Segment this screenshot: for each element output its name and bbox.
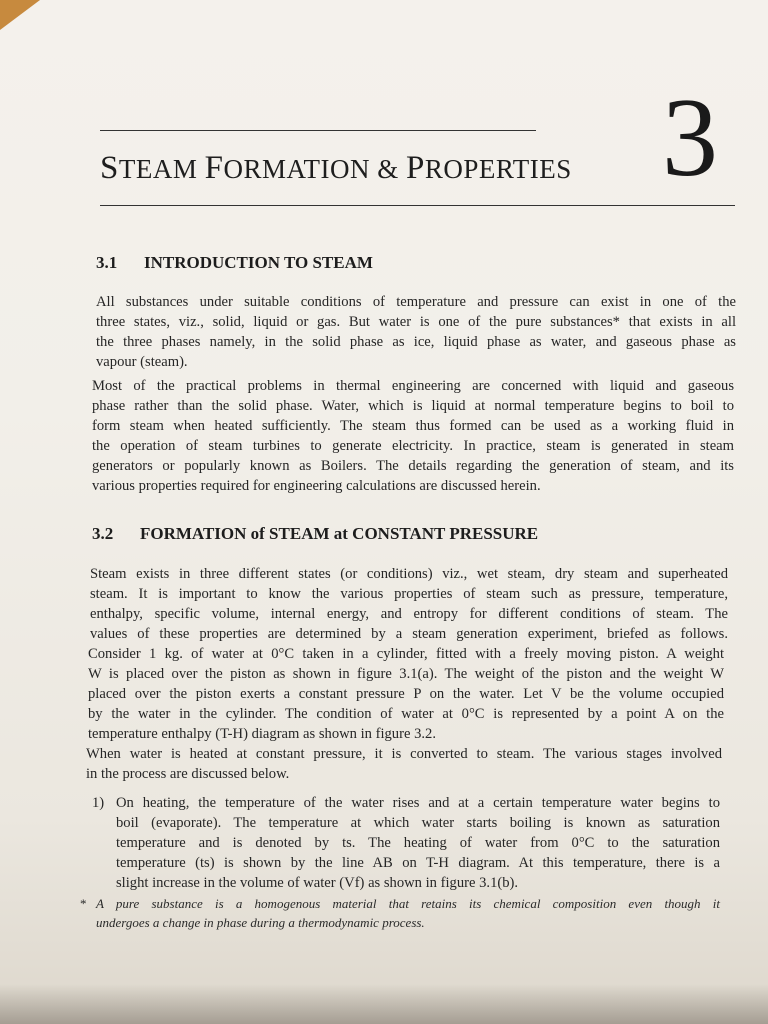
paragraph-formation-2 [88, 644, 724, 744]
text-line: temperature (ts) is shown by the line AB on T-H diagram. At this temperature, there is a [116, 855, 720, 871]
text-line: generators or popularly known as Boilers. The details regarding the generation of steam, and its [92, 458, 734, 474]
footnote-line: undergoes a change in phase during a thermodynamic process. [96, 915, 425, 930]
section-heading-3-2 [92, 524, 538, 544]
text-line: enthalpy, specific volume, internal energy, and entropy for different conditions of steam. The [90, 606, 728, 622]
text-line: When water is heated at constant pressure, it is converted to steam. The various stages involved [86, 746, 722, 762]
text-line: by the water in the cylinder. The condition of water at 0°C is represented by a point A on the [88, 706, 724, 722]
section-number: 3.1 [96, 253, 118, 272]
paragraph-formation-3 [86, 744, 722, 784]
text-line: Consider 1 kg. of water at 0°C taken in a cylinder, fitted with a freely moving piston. A weight [88, 646, 724, 662]
text-line: the three phases namely, in the solid phase as ice, liquid phase as water, and gaseous phase as [96, 334, 736, 350]
footnote-line: A pure substance is a homogenous material that retains its chemical composition even though it [96, 896, 720, 911]
text-line: Most of the practical problems in thermal engineering are concerned with liquid and gaseous [92, 378, 734, 394]
text-line: vapour (steam). [96, 354, 188, 370]
text-line: phase rather than the solid phase. Water, which is liquid at normal temperature begins to boil to [92, 398, 734, 414]
paragraph-intro-2 [92, 376, 734, 496]
text-line: temperature and is denoted by ts. The heating of water from 0°C to the saturation [116, 835, 720, 851]
chapter-top-rule [100, 130, 536, 131]
text-line: temperature enthalpy (T-H) diagram as shown in figure 3.2. [88, 726, 436, 742]
list-item [92, 793, 720, 893]
page-bottom-shadow [0, 984, 768, 1024]
footnote-marker: * [80, 896, 87, 911]
paragraph-formation-1 [90, 564, 728, 644]
text-line: On heating, the temperature of the water rises and at a certain temperature water begins to [116, 795, 720, 811]
chapter-title: STEAM FORMATION & PROPERTIES [100, 150, 572, 186]
text-line: in the process are discussed below. [86, 766, 290, 782]
text-line: All substances under suitable conditions of temperature and pressure can exist in one of the [96, 294, 736, 310]
footnote [80, 894, 720, 932]
text-line: three states, viz., solid, liquid or gas. But water is one of the pure substances* that exists in all [96, 314, 736, 330]
paragraph-intro-1 [96, 292, 736, 372]
text-line: form steam when heated sufficiently. The steam thus formed can be used as a working fluid in [92, 418, 734, 434]
section-heading-3-1 [96, 253, 373, 273]
list-marker: 1) [92, 795, 105, 811]
text-line: Steam exists in three different states (or conditions) viz., wet steam, dry steam and superheated [90, 566, 728, 582]
section-title: FORMATION of STEAM at CONSTANT PRESSURE [140, 524, 539, 543]
text-line: slight increase in the volume of water (Vf) as shown in figure 3.1(b). [116, 875, 519, 891]
text-line: steam. It is important to know the various properties of steam such as pressure, temperature, [90, 586, 728, 602]
text-line: values of these properties are determined by a steam generation experiment, briefed as follows. [90, 626, 728, 642]
chapter-number: 3 [662, 76, 718, 200]
section-number: 3.2 [92, 524, 114, 543]
text-line: placed over the piston exerts a constant pressure P on the water. Let V be the volume occupied [88, 686, 724, 702]
text-line: various properties required for engineering calculations are discussed herein. [92, 478, 541, 494]
section-title: INTRODUCTION TO STEAM [144, 253, 373, 272]
text-line: W is placed over the piston as shown in figure 3.1(a). The weight of the piston and the weight W [88, 666, 724, 682]
page-corner-fold [0, 0, 40, 30]
text-line: the operation of steam turbines to generate electricity. In practice, steam is generated in steam [92, 438, 734, 454]
chapter-bottom-rule [100, 205, 735, 206]
text-line: boil (evaporate). The temperature at which water starts boiling is known as saturation [116, 815, 720, 831]
